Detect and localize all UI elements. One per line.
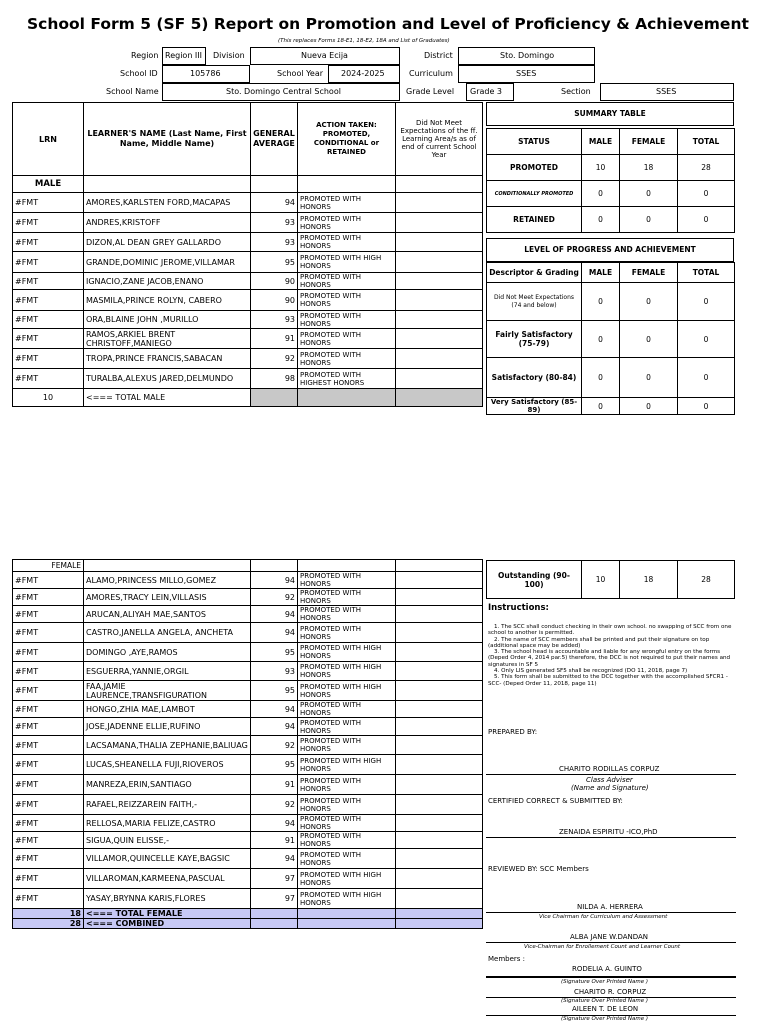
learner-name: AMORES,KARLSTEN FORD,MACAPAS	[84, 193, 251, 213]
learner-row	[13, 311, 483, 329]
progress-total: 28	[678, 561, 735, 599]
progress-descriptor: Very Satisfactory (85-89)	[487, 398, 582, 415]
summary-female: 0	[620, 181, 678, 207]
learner-did-not-meet	[396, 815, 483, 832]
learner-lrn: #FMT	[13, 589, 84, 606]
learner-did-not-meet	[396, 589, 483, 606]
learner-did-not-meet	[396, 623, 483, 643]
summary-male: 0	[582, 207, 620, 233]
action-taken-header: ACTION TAKEN: PROMOTED, CONDITIONAL or RETAINED	[298, 103, 396, 176]
learner-action-taken: PROMOTED WITH HONORS	[298, 815, 396, 832]
member-name: AILEEN T. DE LEON	[572, 1005, 639, 1013]
learner-name: RAFAEL,REIZZAREIN FAITH,-	[84, 795, 251, 815]
general-average-header: GENERAL AVERAGE	[251, 103, 298, 176]
male-learners-table	[12, 102, 483, 407]
learner-general-average: 97	[251, 889, 298, 909]
member-role: (Signature Over Printed Name )	[561, 1016, 649, 1022]
learner-lrn: #FMT	[13, 623, 84, 643]
progress-total: 0	[678, 398, 735, 415]
learner-did-not-meet	[396, 252, 483, 273]
learner-action-taken: PROMOTED WITH HONORS	[298, 193, 396, 213]
learner-lrn: #FMT	[13, 849, 84, 869]
learner-name: JOSE,JADENNE ELLIE,RUFINO	[84, 718, 251, 736]
learner-did-not-meet	[396, 889, 483, 909]
learner-row	[13, 849, 483, 869]
learner-action-taken: PROMOTED WITH HONORS	[298, 849, 396, 869]
learner-row	[13, 775, 483, 795]
learner-name: RAMOS,ARKIEL BRENT CHRISTOFF,MANIEGO	[84, 329, 251, 349]
school-year-value: 2024-2025	[341, 69, 385, 78]
progress-table	[486, 262, 735, 415]
learner-did-not-meet	[396, 369, 483, 389]
learner-action-taken: PROMOTED WITH HIGH HONORS	[298, 252, 396, 273]
learner-general-average: 94	[251, 701, 298, 718]
learner-row	[13, 718, 483, 736]
progress-total: 0	[678, 358, 735, 398]
learner-name: FAA,JAMIE LAURENCE,TRANSFIGURATION	[84, 681, 251, 701]
progress-descriptor: Satisfactory (80-84)	[487, 358, 582, 398]
learner-did-not-meet	[396, 643, 483, 662]
learner-did-not-meet	[396, 795, 483, 815]
learner-name: MASMILA,PRINCE ROLYN, CABERO	[84, 290, 251, 311]
school-name-value: Sto. Domingo Central School	[226, 87, 341, 96]
learner-action-taken: PROMOTED WITH HONORS	[298, 832, 396, 849]
progress-total: 0	[678, 321, 735, 358]
summary-total: 28	[678, 155, 735, 181]
learner-row	[13, 623, 483, 643]
learner-row	[13, 643, 483, 662]
learner-general-average: 90	[251, 273, 298, 290]
page-subtitle: (This replaces Forms 18-E1, 18-E2, 18A and List of Graduates)	[278, 38, 450, 44]
progress-female: 0	[620, 398, 678, 415]
learner-did-not-meet	[396, 572, 483, 589]
school-id-value: 105786	[190, 69, 221, 78]
learner-did-not-meet	[396, 193, 483, 213]
summary-status: RETAINED	[487, 207, 582, 233]
vc2-role: Vice-Chairman for Enrollement Count and Learner Count	[524, 944, 681, 950]
summary-female-header: FEMALE	[620, 129, 678, 155]
learner-lrn: #FMT	[13, 815, 84, 832]
learner-name: LACSAMANA,THALIA ZEPHANIE,BALIUAG	[84, 736, 251, 755]
total-male-label: <=== TOTAL MALE	[84, 389, 251, 407]
learner-row	[13, 889, 483, 909]
summary-total: 0	[678, 207, 735, 233]
learner-general-average: 91	[251, 329, 298, 349]
learner-row	[13, 273, 483, 290]
progress-male: 0	[582, 321, 620, 358]
curriculum-label: Curriculum	[409, 69, 453, 78]
progress-table-title: LEVEL OF PROGRESS AND ACHIEVEMENT	[486, 238, 734, 262]
learner-row	[13, 329, 483, 349]
instruction-item: 1. The SCC shall conduct checking in their own school. no swapping of SCC from one school to another is permitted.	[488, 624, 732, 637]
learner-name: HONGO,ZHIA MAE,LAMBOT	[84, 701, 251, 718]
grade-level-value: Grade 3	[470, 87, 503, 96]
region-value: Region III	[165, 51, 203, 60]
learner-action-taken: PROMOTED WITH HONORS	[298, 329, 396, 349]
learner-general-average: 93	[251, 233, 298, 252]
learner-action-taken: PROMOTED WITH HONORS	[298, 233, 396, 252]
learner-did-not-meet	[396, 329, 483, 349]
page-title: School Form 5 (SF 5) Report on Promotion and Level of Proficiency & Achievement	[27, 15, 749, 33]
lrn-header: LRN	[13, 103, 84, 176]
reviewed-label: REVIEWED BY: SCC Members	[488, 865, 589, 873]
learner-row	[13, 662, 483, 681]
learner-name: ALAMO,PRINCESS MILLO,GOMEZ	[84, 572, 251, 589]
learner-did-not-meet	[396, 718, 483, 736]
summary-total-header: TOTAL	[678, 129, 735, 155]
learner-name: ARUCAN,ALIYAH MAE,SANTOS	[84, 606, 251, 623]
learner-general-average: 94	[251, 815, 298, 832]
progress-female: 18	[620, 561, 678, 599]
learner-name: SIGUA,QUIN ELISSE,-	[84, 832, 251, 849]
learner-row	[13, 349, 483, 369]
learner-general-average: 92	[251, 795, 298, 815]
summary-status: CONDITIONALLY PROMOTED	[487, 181, 582, 207]
learner-name: ESGUERRA,YANNIE,ORGIL	[84, 662, 251, 681]
progress-female-header: FEMALE	[620, 263, 678, 283]
learner-name: IGNACIO,ZANE JACOB,ENANO	[84, 273, 251, 290]
instruction-item: 3. The school head is accountable and liable for any wrongful entry on the forms (Deped Order 4, 2014 par.5) therefore, the DCC is not required to put their names and signatures in SF 5	[488, 649, 731, 668]
progress-male: 0	[582, 358, 620, 398]
grade-level-label: Grade Level	[406, 87, 455, 96]
learner-action-taken: PROMOTED WITH HONORS	[298, 349, 396, 369]
learner-row	[13, 290, 483, 311]
learner-name: MANREZA,ERIN,SANTIAGO	[84, 775, 251, 795]
learner-name: TURALBA,ALEXUS JARED,DELMUNDO	[84, 369, 251, 389]
learner-lrn: #FMT	[13, 369, 84, 389]
school-id-label: School ID	[120, 69, 158, 78]
division-label: Division	[213, 51, 245, 60]
learner-lrn: #FMT	[13, 252, 84, 273]
progress-total: 0	[678, 283, 735, 321]
learner-lrn: #FMT	[13, 755, 84, 775]
learner-general-average: 91	[251, 832, 298, 849]
learner-action-taken: PROMOTED WITH HIGH HONORS	[298, 869, 396, 889]
learner-did-not-meet	[396, 349, 483, 369]
learner-action-taken: PROMOTED WITH HONORS	[298, 213, 396, 233]
learner-row	[13, 572, 483, 589]
district-label: District	[424, 51, 453, 60]
learner-action-taken: PROMOTED WITH HIGH HONORS	[298, 755, 396, 775]
certified-label: CERTIFIED CORRECT & SUBMITTED BY:	[488, 797, 623, 805]
school-year-label: School Year	[277, 69, 324, 78]
learner-row	[13, 815, 483, 832]
learner-action-taken: PROMOTED WITH HONORS	[298, 775, 396, 795]
progress-female: 0	[620, 283, 678, 321]
learner-name: VILLAROMAN,KARMEENA,PASCUAL	[84, 869, 251, 889]
learner-row	[13, 701, 483, 718]
learner-did-not-meet	[396, 869, 483, 889]
members-label: Members :	[488, 955, 526, 963]
signatures-block	[486, 725, 736, 1024]
learner-lrn: #FMT	[13, 736, 84, 755]
learner-did-not-meet	[396, 775, 483, 795]
learner-lrn: #FMT	[13, 290, 84, 311]
adviser-role: Class Adviser	[586, 776, 633, 784]
learner-action-taken: PROMOTED WITH HONORS	[298, 718, 396, 736]
prepared-by-label: PREPARED BY:	[488, 728, 538, 736]
learner-lrn: #FMT	[13, 329, 84, 349]
learner-name: TROPA,PRINCE FRANCIS,SABACAN	[84, 349, 251, 369]
learner-row	[13, 736, 483, 755]
summary-table-title: SUMMARY TABLE	[486, 102, 734, 126]
head-signature-line	[486, 837, 736, 838]
learner-row	[13, 252, 483, 273]
learner-row	[13, 869, 483, 889]
progress-descriptor: Fairly Satisfactory (75-79)	[487, 321, 582, 358]
learner-general-average: 93	[251, 311, 298, 329]
learner-general-average: 94	[251, 193, 298, 213]
learner-row	[13, 795, 483, 815]
learner-did-not-meet	[396, 849, 483, 869]
learner-row	[13, 681, 483, 701]
section-label: Section	[561, 87, 591, 96]
progress-descriptor: Outstanding (90-100)	[487, 561, 582, 599]
summary-status: PROMOTED	[487, 155, 582, 181]
learner-lrn: #FMT	[13, 193, 84, 213]
learner-general-average: 95	[251, 643, 298, 662]
learner-lrn: #FMT	[13, 606, 84, 623]
learner-row	[13, 606, 483, 623]
learner-action-taken: PROMOTED WITH HONORS	[298, 589, 396, 606]
learner-general-average: 94	[251, 718, 298, 736]
instructions-list	[488, 624, 734, 687]
instruction-item: 4. Only LIS generated SF5 shall be recognized (DO 11, 2018, page 7)	[494, 668, 688, 675]
learner-lrn: #FMT	[13, 701, 84, 718]
summary-table	[486, 128, 735, 233]
learner-general-average: 94	[251, 623, 298, 643]
combined-label: <=== COMBINED	[84, 919, 251, 929]
learner-name: AMORES,TRACY LEIN,VILLASIS	[84, 589, 251, 606]
learner-action-taken: PROMOTED WITH HONORS	[298, 701, 396, 718]
member-name: RODELIA A. GUINTO	[572, 965, 642, 973]
learner-action-taken: PROMOTED WITH HONORS	[298, 572, 396, 589]
learner-did-not-meet	[396, 736, 483, 755]
learner-did-not-meet	[396, 755, 483, 775]
vc1-signature-line	[486, 912, 736, 913]
learner-lrn: #FMT	[13, 349, 84, 369]
learner-lrn: #FMT	[13, 572, 84, 589]
learner-action-taken: PROMOTED WITH HONORS	[298, 606, 396, 623]
learner-general-average: 94	[251, 849, 298, 869]
total-female-count: 18	[13, 909, 84, 919]
learner-row	[13, 193, 483, 213]
progress-outstanding-table	[486, 560, 735, 599]
learner-did-not-meet	[396, 662, 483, 681]
learner-action-taken: PROMOTED WITH HONORS	[298, 623, 396, 643]
learner-action-taken: PROMOTED WITH HONORS	[298, 273, 396, 290]
learner-general-average: 94	[251, 572, 298, 589]
learner-lrn: #FMT	[13, 832, 84, 849]
learner-lrn: #FMT	[13, 795, 84, 815]
learner-action-taken: PROMOTED WITH HIGH HONORS	[298, 643, 396, 662]
learner-general-average: 94	[251, 606, 298, 623]
school-name-label: School Name	[106, 87, 159, 96]
learner-lrn: #FMT	[13, 233, 84, 252]
progress-descriptor: Did Not Meet Expectations (74 and below)	[487, 283, 582, 321]
learner-action-taken: PROMOTED WITH HIGH HONORS	[298, 681, 396, 701]
learner-name: YASAY,BRYNNA KARIS,FLORES	[84, 889, 251, 909]
adviser-name: CHARITO RODILLAS CORPUZ	[559, 765, 660, 773]
learner-general-average: 92	[251, 589, 298, 606]
learner-name: RELLOSA,MARIA FELIZE,CASTRO	[84, 815, 251, 832]
vc1-role: Vice Chairman for Curriculum and Assessment	[539, 914, 668, 920]
region-label: Region	[131, 51, 159, 60]
learner-general-average: 93	[251, 662, 298, 681]
total-male-count: 10	[13, 389, 84, 407]
learner-action-taken: PROMOTED WITH HIGH HONORS	[298, 662, 396, 681]
division-value: Nueva Ecija	[301, 51, 348, 60]
summary-female: 18	[620, 155, 678, 181]
learner-lrn: #FMT	[13, 718, 84, 736]
progress-male-header: MALE	[582, 263, 620, 283]
learner-did-not-meet	[396, 273, 483, 290]
progress-descriptor-header: Descriptor & Grading	[487, 263, 582, 283]
learner-lrn: #FMT	[13, 775, 84, 795]
did-not-meet-header: Did Not Meet Expectations of the ff. Learning Area/s as of end of current School Year	[396, 103, 483, 176]
learner-name-header: LEARNER'S NAME (Last Name, First Name, Middle Name)	[84, 103, 251, 176]
instruction-item: 5. This form shall be submitted to the DCC together with the accomplished SFCR1 - SCC- (Deped Order 11, 2018, page 11)	[488, 674, 728, 687]
learner-name: DOMINGO ,AYE,RAMOS	[84, 643, 251, 662]
section-value: SSES	[656, 87, 677, 96]
learner-did-not-meet	[396, 311, 483, 329]
learner-action-taken: PROMOTED WITH HIGH HONORS	[298, 889, 396, 909]
district-value: Sto. Domingo	[500, 51, 555, 60]
learner-name: DIZON,AL DEAN GREY GALLARDO	[84, 233, 251, 252]
learner-lrn: #FMT	[13, 273, 84, 290]
learner-row	[13, 832, 483, 849]
learner-did-not-meet	[396, 832, 483, 849]
learner-lrn: #FMT	[13, 643, 84, 662]
female-learners-table	[12, 559, 483, 929]
progress-female: 0	[620, 321, 678, 358]
adviser-signature-line	[486, 774, 736, 775]
learner-name: VILLAMOR,QUINCELLE KAYE,BAGSIC	[84, 849, 251, 869]
learner-row	[13, 755, 483, 775]
total-female-label: <=== TOTAL FEMALE	[84, 909, 251, 919]
learner-did-not-meet	[396, 233, 483, 252]
learner-name: CASTRO,JANELLA ANGELA, ANCHETA	[84, 623, 251, 643]
learner-action-taken: PROMOTED WITH HONORS	[298, 311, 396, 329]
summary-male: 0	[582, 181, 620, 207]
school-info-header	[0, 46, 768, 102]
member-role: (Signature Over Printed Name )	[561, 998, 649, 1004]
learner-action-taken: PROMOTED WITH HONORS	[298, 795, 396, 815]
learner-general-average: 91	[251, 775, 298, 795]
learner-general-average: 92	[251, 736, 298, 755]
progress-male: 0	[582, 398, 620, 415]
learner-name: LUCAS,SHEANELLA FUJI,RIOVEROS	[84, 755, 251, 775]
learner-general-average: 92	[251, 349, 298, 369]
instruction-item: 2. The name of SCC members shall be printed and put their signature on top (additional space may be added)	[488, 636, 710, 649]
learner-row	[13, 233, 483, 252]
learner-did-not-meet	[396, 701, 483, 718]
learner-did-not-meet	[396, 290, 483, 311]
member-name: CHARITO R. CORPUZ	[574, 988, 647, 996]
learner-general-average: 97	[251, 869, 298, 889]
learner-general-average: 90	[251, 290, 298, 311]
learner-general-average: 93	[251, 213, 298, 233]
learner-name: ORA,BLAINE JOHN ,MURILLO	[84, 311, 251, 329]
learner-action-taken: PROMOTED WITH HONORS	[298, 736, 396, 755]
learner-name: GRANDE,DOMINIC JEROME,VILLAMAR	[84, 252, 251, 273]
member-signature-line	[486, 976, 736, 978]
learner-action-taken: PROMOTED WITH HIGHEST HONORS	[298, 369, 396, 389]
vc2-name: ALBA JANE W.DANDAN	[570, 933, 649, 941]
learner-lrn: #FMT	[13, 662, 84, 681]
vc2-signature-line	[486, 942, 736, 943]
female-label: FEMALE	[13, 560, 84, 572]
summary-male-header: MALE	[582, 129, 620, 155]
learner-row	[13, 213, 483, 233]
progress-female: 0	[620, 358, 678, 398]
learner-action-taken: PROMOTED WITH HONORS	[298, 290, 396, 311]
progress-male: 10	[582, 561, 620, 599]
school-head-name: ZENAIDA ESPIRITU -ICO,PhD	[559, 828, 658, 836]
combined-count: 28	[13, 919, 84, 929]
instructions-title: Instructions:	[488, 603, 549, 613]
male-label: MALE	[13, 176, 84, 193]
progress-male: 0	[582, 283, 620, 321]
adviser-sub: (Name and Signature)	[571, 784, 649, 792]
learner-row	[13, 369, 483, 389]
learner-general-average: 95	[251, 755, 298, 775]
summary-status-header: STATUS	[487, 129, 582, 155]
learner-lrn: #FMT	[13, 213, 84, 233]
progress-total-header: TOTAL	[678, 263, 735, 283]
learner-did-not-meet	[396, 681, 483, 701]
vc1-name: NILDA A. HERRERA	[577, 903, 643, 911]
learner-row	[13, 589, 483, 606]
learner-did-not-meet	[396, 606, 483, 623]
learner-lrn: #FMT	[13, 869, 84, 889]
learner-general-average: 95	[251, 681, 298, 701]
summary-female: 0	[620, 207, 678, 233]
member-role: (Signature Over Printed Name )	[561, 979, 649, 985]
summary-total: 0	[678, 181, 735, 207]
summary-male: 10	[582, 155, 620, 181]
learner-lrn: #FMT	[13, 681, 84, 701]
learner-did-not-meet	[396, 213, 483, 233]
curriculum-value: SSES	[516, 69, 537, 78]
learner-general-average: 95	[251, 252, 298, 273]
learner-lrn: #FMT	[13, 889, 84, 909]
learner-lrn: #FMT	[13, 311, 84, 329]
learner-name: ANDRES,KRISTOFF	[84, 213, 251, 233]
learner-general-average: 98	[251, 369, 298, 389]
